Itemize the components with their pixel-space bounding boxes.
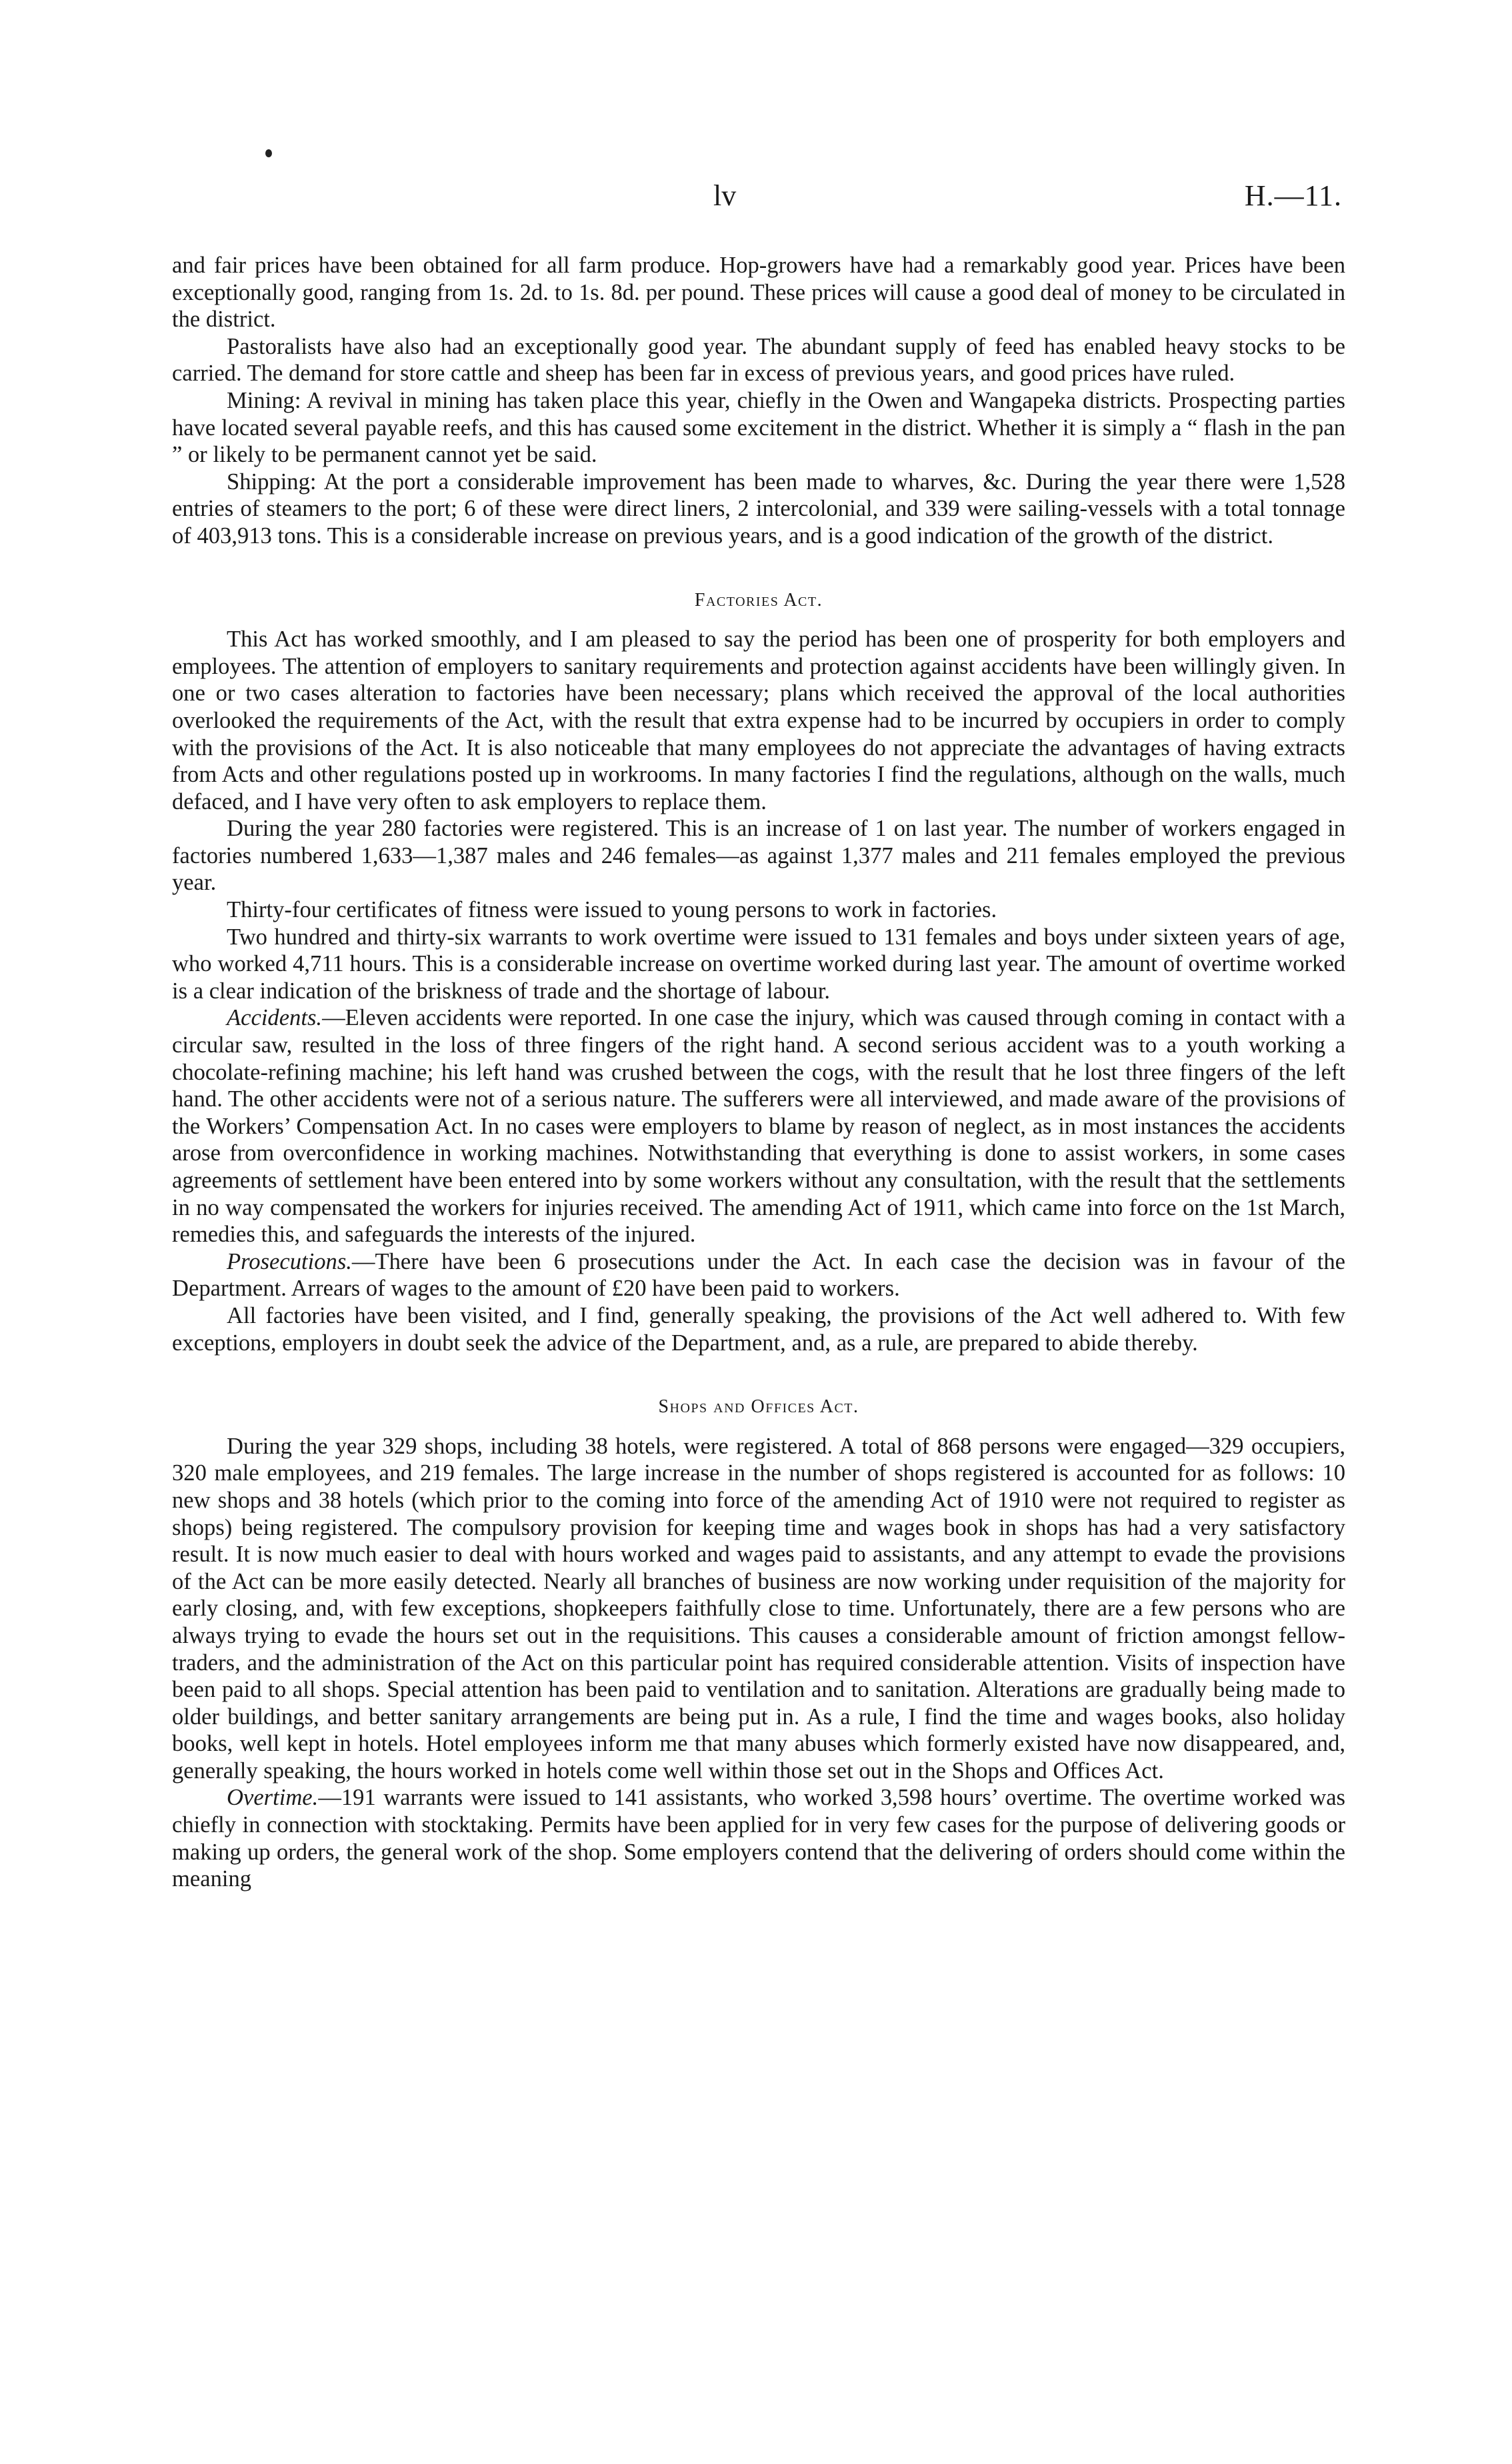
accidents-text: —Eleven accidents were reported. In one case the injury, which was caused through coming in contact with a circular saw, resulted in the loss of three fingers of the right hand. A second serious accident was to a youth working a chocolate-refining machine; his left hand was crushed between the cogs, with the result that he lost three fingers of the left hand. The other accidents were not of a serious nature. The sufferers were all interviewed, and made aware of the provisions of the Workers’ Compensation Act. In no cases were employers to blame by reason of neglect, as in most instances the accidents arose from overconfidence in working machines. Notwithstanding that everything is done to assist workers, in some cases agreements of settlement have been entered into by some workers without any consultation, with the result that the settlements in no way compensated the workers for injuries received. The amending Act of 1911, which came into force on the 1st March, remedies this, and safeguards the interests of the injured. [172,1005,1345,1248]
overtime-label: Overtime. [227,1785,319,1811]
section-heading-factories: Factories Act. [694,589,823,611]
accidents-label: Accidents. [227,1005,323,1031]
prosecutions-text: —There have been 6 prosecutions under the Act. In each case the decision was in favour of the Department. Arrears of wages to the amount of £20 have been paid to workers. [172,1248,1345,1302]
stray-ink-mark [265,149,272,157]
section-heading-shops: Shops and Offices Act. [658,1396,859,1418]
factories-paragraph-2: During the year 280 factories were registered. This is an increase of 1 on last year. The number of workers engaged in factories numbered 1,633—1,387 males and 246 females—as against 1,377 males and 211 females employed the previous year. [172,816,1345,896]
page-header [0,179,1512,219]
paragraph-mining: Mining: A revival in mining has taken place this year, chiefly in the Owen and Wangapeka districts. Prospecting parties have located several payable reefs, and this has caused some excitement in the district. Whether it is simply a “ flash in the pan ” or likely to be permanent cannot yet be said. [172,387,1345,468]
overtime-paragraph [172,1784,1345,1892]
overtime-text: —191 warrants were issued to 141 assistants, who worked 3,598 hours’ overtime. The overtime worked was chiefly in connection with stocktaking. Permits have been applied for in very few cases for the purpose of delivering goods or making up orders, the general work of the shop. Some employers contend that the delivering of orders should come within the meaning [172,1785,1345,1892]
paragraph-pastoralists: Pastoralists have also had an exceptionally good year. The abundant supply of feed has enabled heavy stocks to be carried. The demand for store cattle and sheep has been far in excess of previous years, and good prices have ruled. [172,333,1345,387]
body-text [172,252,1345,1893]
accidents-paragraph [172,1004,1345,1248]
factories-paragraph-final: All factories have been visited, and I find, generally speaking, the provisions of the Act well adhered to. With few exceptions, employers in doubt seek the advice of the Department, and, as a rule, are prepared to abide thereby. [172,1302,1345,1356]
shops-paragraph-1: During the year 329 shops, including 38 hotels, were registered. A total of 868 persons were engaged—329 occupiers, 320 male employees, and 219 females. The large increase in the number of shops registered is accounted for as follows: 10 new shops and 38 hotels (which prior to the coming into force of the amending Act of 1910 were not required to register as shops) being registered. The compulsory provision for keeping time and wages book in shops has had a very satisfactory result. It is now much easier to deal with hours worked and wages paid to assistants, and any attempt to evade the provisions of the Act can be more easily detected. Nearly all branches of business are now working under requisition of the majority for early closing, and, with few exceptions, shopkeepers faithfully close to time. Unfortunately, there are a few persons who are always trying to evade the hours set out in the requisitions. This causes a considerable amount of friction amongst fellow-traders, and the administration of the Act on this particular point has required considerable attention. Visits of inspection have been paid to all shops. Special attention has been paid to ventilation and to sanitation. Alterations are gradually being made to older buildings, and better sanitary arrangements are being put in. As a rule, I find the time and wages books, also holiday books, well kept in hotels. Hotel employees inform me that many abuses which formerly existed have now disappeared, and, generally speaking, the hours worked in hotels come well within those set out in the Shops and Offices Act. [172,1433,1345,1784]
document-reference: H.—11. [1244,179,1342,212]
factories-paragraph-1: This Act has worked smoothly, and I am pleased to say the period has been one of prosperity for both employers and employees. The attention of employers to sanitary requirements and protection against accidents have been willingly given. In one or two cases alteration to factories have been necessary; plans which received the approval of the local authorities overlooked the requirements of the Act, with the result that extra expense had to be incurred by occupiers in order to comply with the provisions of the Act. It is also noticeable that many employees do not appreciate the advantages of having extracts from Acts and other regulations posted up in workrooms. In many factories I find the regulations, although on the walls, much defaced, and I have very often to ask employers to replace them. [172,626,1345,814]
page-number: lv [713,179,737,212]
factories-paragraph-3: Thirty-four certificates of fitness were issued to young persons to work in factories. [227,897,997,923]
paragraph-shipping: Shipping: At the port a considerable improvement has been made to wharves, &c. During the year there were 1,528 entries of steamers to the port; 6 of these were direct liners, 2 intercolonial, and 339 were sailing-vessels with a total tonnage of 403,913 tons. This is a considerable increase on previous years, and is a good indication of the growth of the district. [172,469,1345,549]
paragraph-farm-produce: and fair prices have been obtained for all farm produce. Hop-growers have had a remarkably good year. Prices have been exceptionally good, ranging from 1s. 2d. to 1s. 8d. per pound. These prices will cause a good deal of money to be circulated in the district. [172,253,1345,333]
prosecutions-paragraph [172,1248,1345,1302]
factories-paragraph-4: Two hundred and thirty-six warrants to work overtime were issued to 131 females and boys under sixteen years of age, who worked 4,711 hours. This is a considerable increase on overtime worked during last year. The amount of overtime worked is a clear indication of the briskness of trade and the shortage of labour. [172,924,1345,1004]
prosecutions-label: Prosecutions. [227,1248,352,1274]
